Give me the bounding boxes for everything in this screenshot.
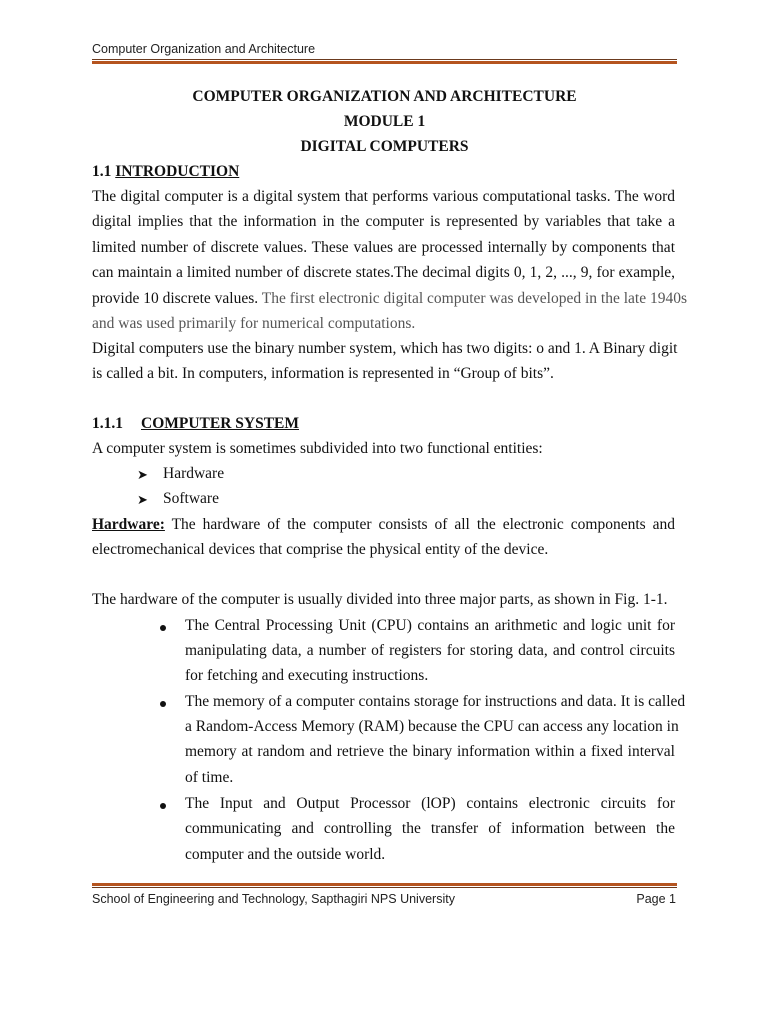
paragraph-line: is called a bit. In computers, information is represented in “Group of bits”. — [92, 365, 554, 382]
bullet-line: The Central Processing Unit (CPU) contains an arithmetic and logic unit for — [185, 617, 675, 634]
paragraph-line: can maintain a limited number of discrete states.The decimal digits 0, 1, 2, ..., 9, for example, — [92, 264, 675, 281]
bullet-line: manipulating data, a number of registers for storing data, and control circuits — [185, 642, 675, 659]
parts-intro: The hardware of the computer is usually divided into three major parts, as shown in Fig. 1-1. — [92, 591, 668, 608]
hardware-definition-line: electromechanical devices that comprise the physical entity of the device. — [92, 541, 549, 558]
bullet-dot-icon — [160, 701, 166, 707]
arrow-bullet-icon: ➤ — [137, 467, 148, 482]
paragraph-segment-gray: The first electronic digital computer was developed in the late 1940s — [261, 290, 688, 307]
document-title: COMPUTER ORGANIZATION AND ARCHITECTURE — [192, 88, 577, 105]
list-item-software: Software — [163, 490, 219, 507]
paragraph-line: and was used primarily for numerical computations. — [92, 315, 416, 332]
subsection-intro: A computer system is sometimes subdivided into two functional entities: — [92, 440, 543, 457]
subsection-heading-computer-system — [92, 415, 675, 433]
chapter-title: DIGITAL COMPUTERS — [300, 138, 469, 155]
bullet-dot-icon — [160, 625, 166, 631]
section-heading-introduction — [92, 163, 675, 181]
subsection-title: COMPUTER SYSTEM — [141, 415, 300, 432]
hardware-text: The hardware of the computer consists of all the electronic components and — [164, 516, 675, 533]
hardware-definition-line — [92, 516, 675, 534]
paragraph-line — [92, 290, 688, 308]
module-title: MODULE 1 — [343, 113, 426, 130]
header-rule — [92, 59, 677, 64]
bullet-line: memory at random and retrieve the binary information within a fixed interval — [185, 743, 675, 760]
hardware-label: Hardware: — [92, 516, 165, 533]
section-title: INTRODUCTION — [115, 163, 240, 180]
arrow-bullet-icon: ➤ — [137, 492, 148, 507]
page-number: Page 1 — [636, 892, 676, 906]
bullet-line: computer and the outside world. — [185, 846, 386, 863]
subsection-number: 1.1.1 — [92, 415, 123, 432]
bullet-line: The memory of a computer contains storage for instructions and data. It is called — [185, 693, 686, 710]
bullet-line: communicating and controlling the transfer of information between the — [185, 820, 675, 837]
section-number: 1.1 — [92, 163, 116, 180]
paragraph-line: digital implies that the information in the computer is represented by variables that take a — [92, 213, 675, 230]
bullet-dot-icon — [160, 803, 166, 809]
bullet-line: The Input and Output Processor (lOP) contains electronic circuits for — [185, 795, 675, 812]
footer-rule — [92, 883, 677, 888]
bullet-line: for fetching and executing instructions. — [185, 667, 429, 684]
running-header: Computer Organization and Architecture — [92, 42, 316, 56]
list-item-hardware: Hardware — [163, 465, 225, 482]
bullet-line: a Random-Access Memory (RAM) because the CPU can access any location in — [185, 718, 679, 735]
bullet-line: of time. — [185, 769, 234, 786]
paragraph-line: limited number of discrete values. These values are processed internally by components that — [92, 239, 675, 256]
paragraph-segment: provide 10 discrete values. — [92, 290, 262, 307]
paragraph-line: Digital computers use the binary number system, which has two digits: o and 1. A Binary digit — [92, 340, 678, 357]
paragraph-line: The digital computer is a digital system that performs various computational tasks. The word — [92, 188, 675, 205]
footer-institution: School of Engineering and Technology, Sapthagiri NPS University — [92, 892, 455, 906]
